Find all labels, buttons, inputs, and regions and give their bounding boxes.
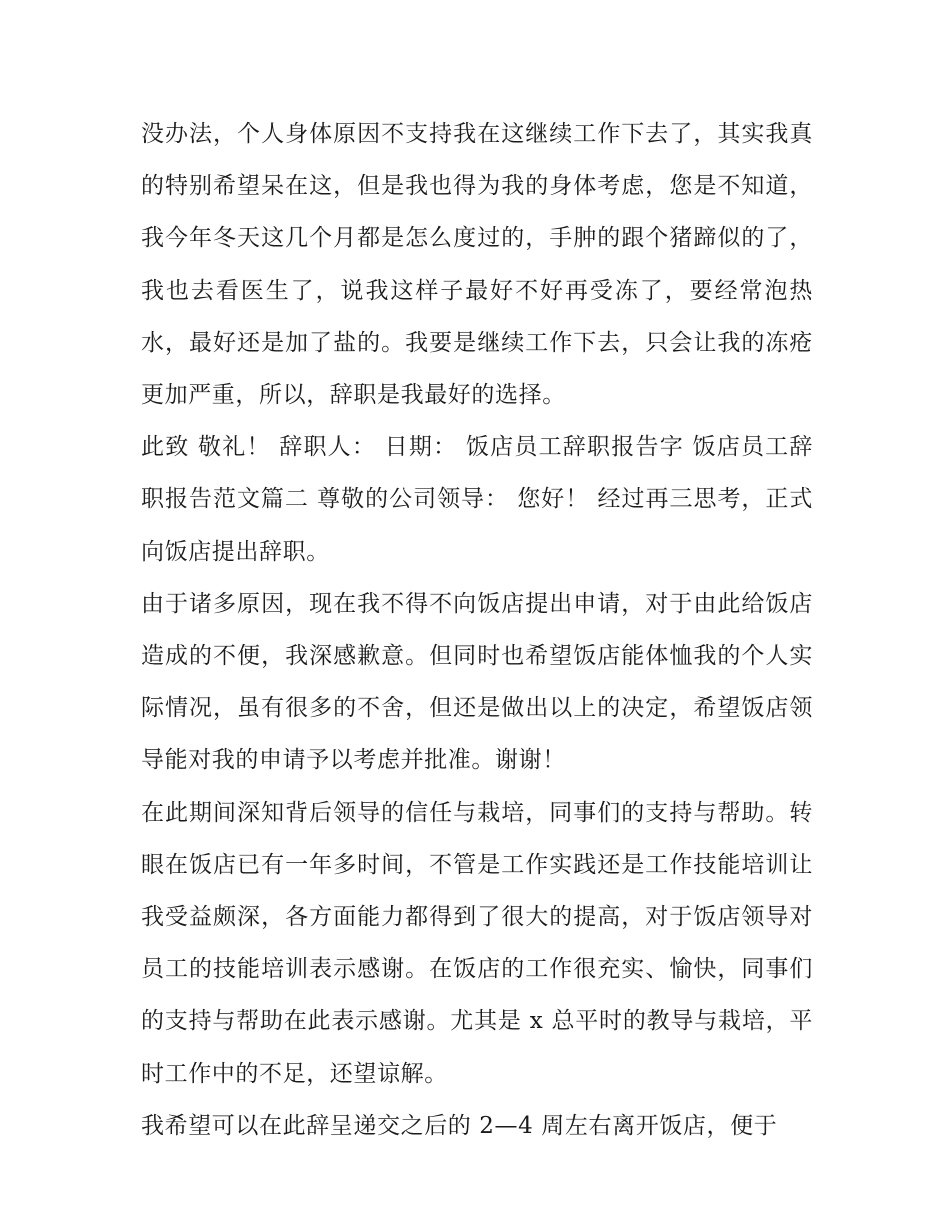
document-body (141, 108, 813, 1152)
paragraph-apology: 由于诸多原因，现在我不得不向饭店提出申请，对于由此给饭店造成的不便，我深感歉意。但同时也希望饭店能体恤我的个人实际情况，虽有很多的不舍，但还是做出以上的决定，希望饭店领导能对我的申请予以考虑并批准。谢谢！ (141, 590, 813, 774)
paragraph-gratitude: 在此期间深知背后领导的信任与栽培，同事们的支持与帮助。转眼在饭店已有一年多时间，不管是工作实践还是工作技能培训让我受益颇深，各方面能力都得到了很大的提高，对于饭店领导对员工的技能培训表示感谢。在饭店的工作很充实、愉快，同事们的支持与帮助在此表示感谢。尤其是 x 总平时的教导与栽培，平时工作中的不足，还望谅解。 (141, 799, 813, 1087)
paragraph-leave-date: 我希望可以在此辞呈递交之后的 2—4 周左右离开饭店，便于 (141, 1112, 778, 1139)
paragraph-closing-and-letter-two-header: 此致 敬礼！ 辞职人： 日期： 饭店员工辞职报告字 饭店员工辞职报告范文篇二 尊敬的公司领导： 您好！ 经过再三思考，正式向饭店提出辞职。 (141, 434, 813, 565)
paragraph-health-reason: 没办法，个人身体原因不支持我在这继续工作下去了，其实我真的特别希望呆在这，但是我也得为我的身体考虑，您是不知道，我今年冬天这几个月都是怎么度过的，手肿的跟个猪蹄似的了，我也去看医生了，说我这样子最好不好再受冻了，要经常泡热水，最好还是加了盐的。我要是继续工作下去，只会让我的冻疮更加严重，所以，辞职是我最好的选择。 (141, 121, 813, 409)
